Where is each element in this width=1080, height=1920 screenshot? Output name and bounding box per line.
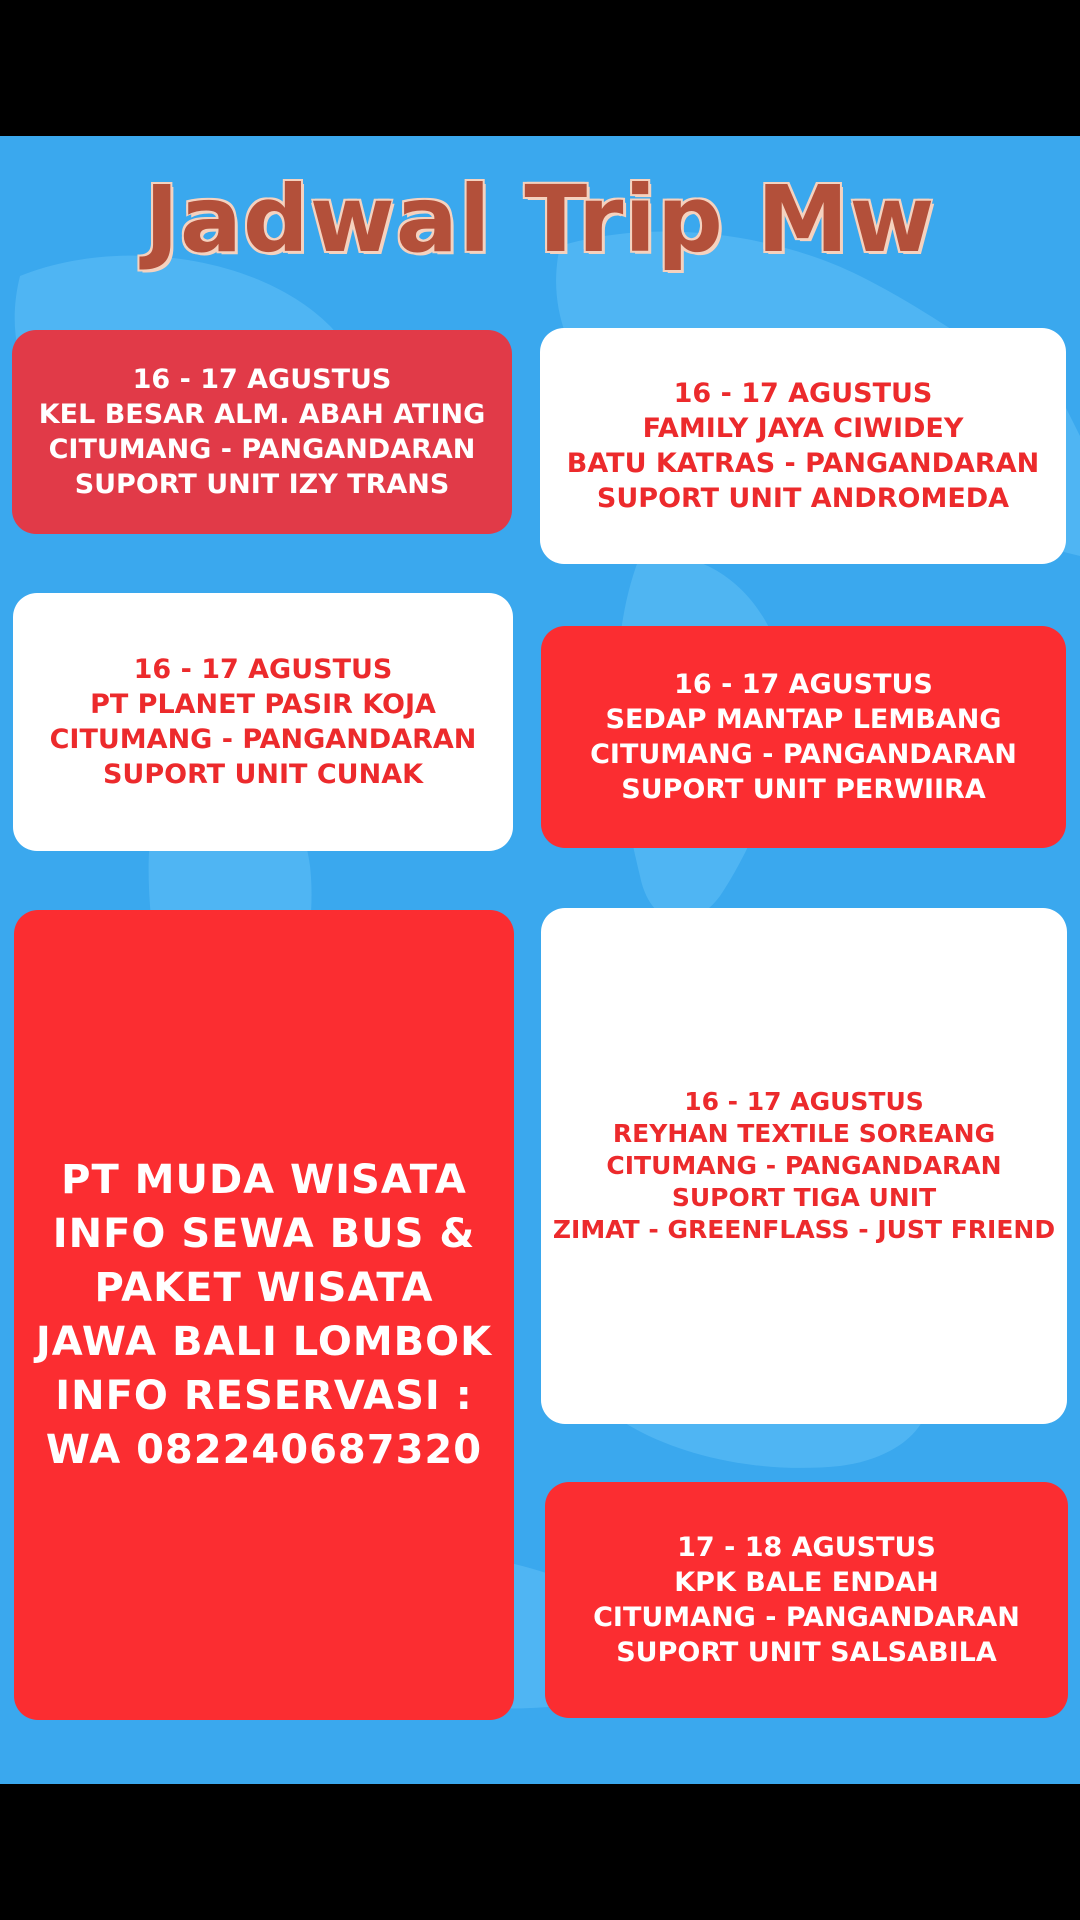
trip-group: SEDAP MANTAP LEMBANG	[605, 704, 1002, 735]
trip-card-2	[540, 328, 1066, 564]
info-line: INFO RESERVASI :	[55, 1373, 473, 1419]
company-name: PT MUDA WISATA	[61, 1157, 467, 1203]
trip-support: SUPORT UNIT PERWIIRA	[621, 774, 986, 805]
trip-support: SUPORT UNIT IZY TRANS	[74, 469, 450, 500]
trip-date: 16 - 17 AGUSTUS	[132, 364, 392, 395]
trip-route: CITUMANG - PANGANDARAN	[48, 434, 476, 465]
trip-support: SUPORT TIGA UNIT	[671, 1183, 937, 1212]
poster	[0, 136, 1080, 1784]
contact-number: WA 082240687320	[45, 1427, 483, 1473]
trip-support: SUPORT UNIT SALSABILA	[616, 1637, 997, 1668]
trip-date: 16 - 17 AGUSTUS	[673, 378, 933, 409]
trip-route: CITUMANG - PANGANDARAN	[49, 724, 477, 755]
info-line: PAKET WISATA	[94, 1265, 434, 1311]
trip-group: KEL BESAR ALM. ABAH ATING	[38, 399, 486, 430]
trip-route: BATU KATRAS - PANGANDARAN	[566, 448, 1040, 479]
page-title: Jadwal Trip Mw	[144, 166, 936, 273]
trip-card-3	[13, 593, 513, 851]
trip-card-1	[12, 330, 512, 534]
info-card	[14, 910, 514, 1720]
trip-card-6	[545, 1482, 1068, 1718]
trip-card-5	[541, 908, 1067, 1424]
trip-support: SUPORT UNIT CUNAK	[102, 759, 424, 790]
trip-date: 16 - 17 AGUSTUS	[674, 669, 933, 700]
trip-date: 16 - 17 AGUSTUS	[684, 1087, 924, 1116]
trip-group: KPK BALE ENDAH	[674, 1567, 939, 1598]
trip-units: ZIMAT - GREENFLASS - JUST FRIEND	[552, 1215, 1056, 1244]
trip-group: FAMILY JAYA CIWIDEY	[642, 413, 964, 444]
trip-route: CITUMANG - PANGANDARAN	[590, 739, 1017, 770]
trip-card-4	[541, 626, 1066, 848]
info-line: INFO SEWA BUS &	[52, 1211, 476, 1257]
trip-route: CITUMANG - PANGANDARAN	[593, 1602, 1020, 1633]
trip-route: CITUMANG - PANGANDARAN	[606, 1151, 1002, 1180]
trip-date: 16 - 17 AGUSTUS	[133, 654, 393, 685]
trip-date: 17 - 18 AGUSTUS	[677, 1532, 936, 1563]
trip-group: REYHAN TEXTILE SOREANG	[612, 1119, 996, 1148]
trip-support: SUPORT UNIT ANDROMEDA	[596, 483, 1010, 514]
info-line: JAWA BALI LOMBOK	[35, 1319, 493, 1365]
trip-group: PT PLANET PASIR KOJA	[90, 689, 436, 720]
